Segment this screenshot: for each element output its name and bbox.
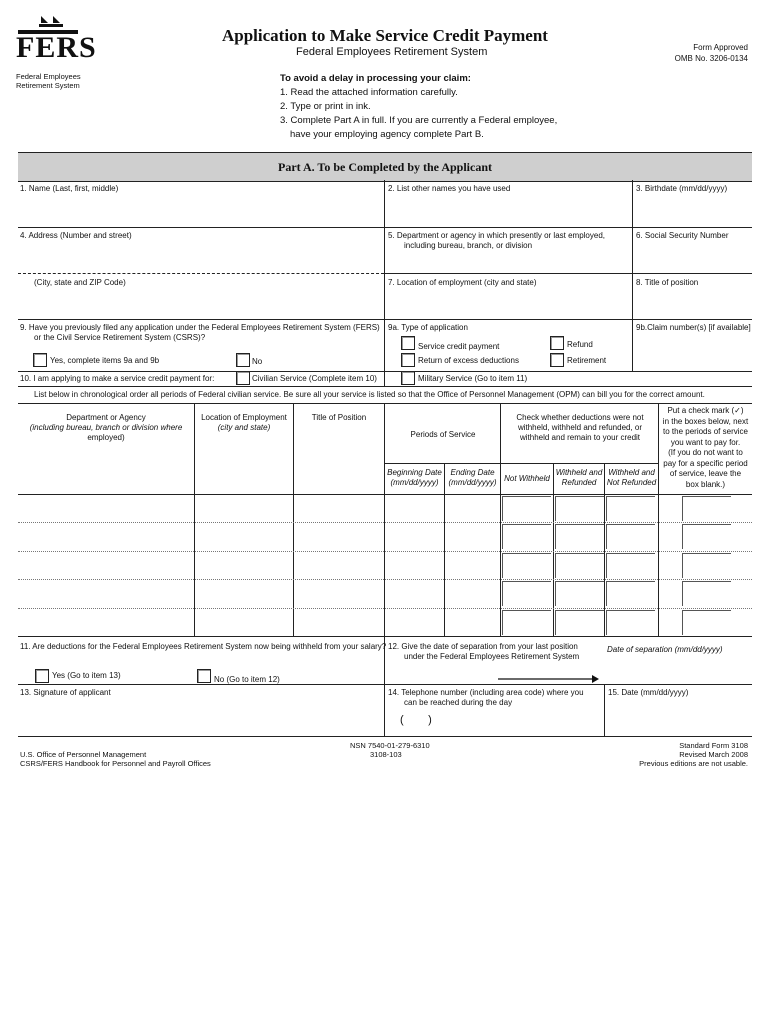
footer-standard-form: Standard Form 3108 — [679, 741, 748, 750]
field-12-date-input[interactable] — [606, 656, 750, 682]
col-header-put-check: Put a check mark (✓) in the boxes below, next to the periods of service you want to pay for. (If you do not want to pay for a specific period of service, leave the box blank.) — [662, 406, 749, 489]
service-list-note: List below in chronological order all periods of Federal civilian service. Be sure all your service is listed so that the Office of Personnel Management (OPM) can bill you for the correct amount. — [34, 390, 705, 399]
instruction-3: 3. Complete Part A in full. If you are currently a Federal employee, — [280, 115, 558, 126]
field-9a-service-credit-label: Service credit payment — [418, 342, 500, 351]
check-box[interactable] — [606, 553, 655, 578]
table-cell-pay-check[interactable] — [658, 494, 752, 522]
check-box[interactable] — [555, 496, 604, 521]
logo-line1: Federal Employees — [16, 72, 81, 81]
field-4b-label: (City, state and ZIP Code) — [34, 278, 126, 287]
footer-revised: Revised March 2008 — [679, 750, 748, 759]
table-cell-end-date[interactable] — [444, 551, 500, 579]
field-9-question-2: or the Civil Service Retirement System (CSRS)? — [34, 333, 206, 342]
field-9-yes-checkbox[interactable] — [33, 353, 47, 367]
check-box[interactable] — [606, 524, 655, 549]
check-box[interactable] — [555, 524, 604, 549]
table-cell-withheld-refunded[interactable] — [553, 608, 604, 636]
table-cell-department[interactable] — [18, 494, 194, 522]
table-cell-begin-date[interactable] — [384, 608, 444, 636]
field-11-yes-checkbox[interactable] — [35, 669, 49, 683]
field-12-label-2: under the Federal Employees Retirement System — [404, 652, 580, 661]
part-a-banner — [18, 152, 752, 182]
table-cell-begin-date[interactable] — [384, 494, 444, 522]
field-6-label: 6. Social Security Number — [636, 231, 729, 240]
table-cell-location[interactable] — [194, 579, 293, 607]
instruction-2: 2. Type or print in ink. — [280, 101, 371, 112]
table-row — [18, 551, 752, 579]
field-9a-refund-label: Refund — [567, 340, 593, 349]
table-cell-pay-check[interactable] — [658, 608, 752, 636]
check-box[interactable] — [606, 610, 655, 635]
table-cell-title[interactable] — [293, 551, 384, 579]
col-header-location: Location of Employment (city and state) — [201, 413, 287, 432]
table-cell-not-withheld[interactable] — [500, 551, 553, 579]
field-6-ssn[interactable] — [636, 231, 750, 271]
footer-previous: Previous editions are not usable. — [639, 759, 748, 768]
field-4-address[interactable] — [20, 231, 380, 271]
col-header-withheld-refunded: Withheld and Refunded — [555, 468, 603, 487]
footer-left-2: CSRS/FERS Handbook for Personnel and Payroll Offices — [20, 759, 211, 768]
field-5-label-2: including bureau, branch, or division — [404, 241, 533, 250]
field-10-civilian-checkbox[interactable] — [236, 371, 250, 385]
field-11-yes-label: Yes (Go to item 13) — [52, 671, 121, 680]
check-box[interactable] — [682, 581, 731, 606]
logo-mark: FERS — [16, 31, 97, 64]
field-9-no-label: No — [252, 357, 263, 366]
check-box[interactable] — [606, 581, 655, 606]
field-12-date-label: Date of separation (mm/dd/yyyy) — [607, 645, 723, 654]
table-cell-withheld-not-refunded[interactable] — [604, 579, 658, 607]
table-cell-begin-date[interactable] — [384, 522, 444, 550]
table-cell-end-date[interactable] — [444, 522, 500, 550]
check-box[interactable] — [606, 496, 655, 521]
table-cell-location[interactable] — [194, 522, 293, 550]
table-cell-withheld-not-refunded[interactable] — [604, 522, 658, 550]
field-9b-label[interactable]: 9b.Claim number(s) [if available] — [636, 323, 751, 332]
table-cell-withheld-not-refunded[interactable] — [604, 494, 658, 522]
omb-number: OMB No. 3206-0134 — [674, 54, 748, 63]
field-3-label: 3. Birthdate (mm/dd/yyyy) — [636, 184, 728, 193]
table-cell-department[interactable] — [18, 579, 194, 607]
field-9-no-checkbox[interactable] — [236, 353, 250, 367]
col-header-begin-date: Beginning Date (mm/dd/yyyy) — [387, 468, 442, 487]
instruction-4: have your employing agency complete Part B. — [290, 129, 484, 140]
instruction-1: 1. Read the attached information carefully. — [280, 87, 458, 98]
table-cell-title[interactable] — [293, 608, 384, 636]
check-box[interactable] — [502, 496, 551, 521]
table-cell-withheld-refunded[interactable] — [553, 579, 604, 607]
field-1-name[interactable] — [20, 184, 380, 224]
instructions-heading: To avoid a delay in processing your claim: — [280, 73, 471, 84]
table-cell-title[interactable] — [293, 494, 384, 522]
field-4-city-state[interactable] — [34, 278, 380, 316]
table-row — [18, 608, 752, 636]
part-a-title: Part A. To be Completed by the Applicant — [277, 160, 493, 174]
check-box[interactable] — [682, 553, 731, 578]
form-approved: Form Approved — [693, 43, 748, 52]
table-cell-pay-check[interactable] — [658, 522, 752, 550]
col-header-withheld-not-refunded: Withheld and Not Refunded — [606, 468, 657, 487]
table-cell-withheld-not-refunded[interactable] — [604, 551, 658, 579]
footer-form-code: 3108-103 — [370, 750, 402, 759]
table-cell-not-withheld[interactable] — [500, 579, 553, 607]
field-5-department[interactable] — [388, 231, 628, 271]
table-cell-department[interactable] — [18, 608, 194, 636]
table-cell-end-date[interactable] — [444, 608, 500, 636]
footer-left-1: U.S. Office of Personnel Management — [20, 750, 147, 759]
check-box[interactable] — [682, 524, 731, 549]
field-9a-excess-label: Return of excess deductions — [418, 356, 519, 365]
table-cell-withheld-refunded[interactable] — [553, 522, 604, 550]
table-row — [18, 579, 752, 607]
field-9a-label: 9a. Type of application — [388, 323, 468, 332]
table-cell-begin-date[interactable] — [384, 579, 444, 607]
table-cell-pay-check[interactable] — [658, 551, 752, 579]
check-box[interactable] — [682, 496, 731, 521]
field-5-label: 5. Department or agency in which presently or last employed, — [388, 231, 605, 240]
table-cell-pay-check[interactable] — [658, 579, 752, 607]
check-box[interactable] — [555, 553, 604, 578]
field-14-phone-input[interactable] — [400, 714, 600, 732]
form-subtitle: Federal Employees Retirement System — [296, 46, 488, 58]
field-14-label: 14. Telephone number (including area code) where you — [388, 688, 584, 697]
col-header-end-date: Ending Date (mm/dd/yyyy) — [448, 468, 497, 487]
field-11-no-checkbox[interactable] — [197, 669, 211, 683]
field-9a-retirement-checkbox[interactable] — [550, 353, 564, 367]
field-1-label: 1. Name (Last, first, middle) — [20, 184, 119, 193]
field-2-other-names[interactable] — [388, 184, 628, 224]
field-9a-excess-checkbox[interactable] — [401, 353, 415, 367]
table-cell-end-date[interactable] — [444, 579, 500, 607]
phone-area-code-parens: ( ) — [400, 714, 432, 726]
table-cell-begin-date[interactable] — [384, 551, 444, 579]
field-9a-service-credit-checkbox[interactable] — [401, 336, 415, 350]
field-2-label: 2. List other names you have used — [388, 184, 511, 193]
field-11-label: 11. Are deductions for the Federal Employees Retirement System now being withheld from your salary? — [20, 642, 387, 651]
fers-logo — [14, 14, 97, 94]
field-7-label: 7. Location of employment (city and state) — [388, 278, 537, 287]
field-13-signature[interactable] — [20, 688, 380, 732]
instructions — [280, 72, 557, 142]
form-title: Application to Make Service Credit Payment — [222, 26, 548, 45]
table-cell-not-withheld[interactable] — [500, 608, 553, 636]
check-box[interactable] — [502, 553, 551, 578]
field-14-label-2: can be reached during the day — [404, 698, 513, 707]
table-cell-department[interactable] — [18, 551, 194, 579]
col-header-not-withheld: Not Withheld — [504, 474, 550, 483]
table-cell-title[interactable] — [293, 579, 384, 607]
field-7-location[interactable] — [388, 278, 628, 316]
table-cell-title[interactable] — [293, 522, 384, 550]
check-box[interactable] — [555, 610, 604, 635]
table-cell-withheld-not-refunded[interactable] — [604, 608, 658, 636]
col-header-department: Department or Agency (including bureau, branch or division where employed) — [29, 413, 183, 442]
field-9a-retirement-label: Retirement — [567, 356, 607, 365]
field-12-label: 12. Give the date of separation from your last position — [388, 642, 578, 651]
field-4-label: 4. Address (Number and street) — [20, 231, 132, 240]
field-10-label: 10. I am applying to make a service credit payment for: — [20, 374, 215, 383]
field-9-question: 9. Have you previously filed any application under the Federal Employees Retirement System (FERS) — [20, 323, 380, 332]
col-header-periods: Periods of Service — [410, 430, 476, 439]
field-8-title[interactable] — [636, 278, 750, 316]
table-cell-not-withheld[interactable] — [500, 522, 553, 550]
table-cell-location[interactable] — [194, 494, 293, 522]
field-10-military-checkbox[interactable] — [401, 371, 415, 385]
field-13-label: 13. Signature of applicant — [20, 688, 111, 697]
check-box[interactable] — [502, 581, 551, 606]
field-9-yes-label: Yes, complete items 9a and 9b — [50, 356, 160, 365]
check-box[interactable] — [502, 524, 551, 549]
arrow-right-icon — [498, 674, 600, 684]
table-cell-department[interactable] — [18, 522, 194, 550]
logo-line2: Retirement System — [16, 81, 80, 90]
field-10-military-label: Military Service (Go to item 11) — [418, 374, 528, 383]
field-15-date[interactable] — [608, 688, 750, 732]
field-8-label: 8. Title of position — [636, 278, 699, 287]
table-row — [18, 494, 752, 522]
field-10-civilian-label: Civilian Service (Complete item 10) — [252, 374, 377, 383]
table-row — [18, 522, 752, 550]
check-box[interactable] — [682, 610, 731, 635]
table-cell-withheld-refunded[interactable] — [553, 494, 604, 522]
field-9a-refund-checkbox[interactable] — [550, 336, 564, 350]
field-3-birthdate[interactable] — [636, 184, 750, 224]
table-cell-withheld-refunded[interactable] — [553, 551, 604, 579]
col-header-title: Title of Position — [311, 413, 367, 422]
table-cell-not-withheld[interactable] — [500, 494, 553, 522]
field-15-label: 15. Date (mm/dd/yyyy) — [608, 688, 689, 697]
footer-nsn: NSN 7540-01-279-6310 — [350, 741, 430, 750]
check-box[interactable] — [555, 581, 604, 606]
col-header-check: Check whether deductions were not withheld, withheld and refunded, or withheld and remain to your credit — [516, 413, 644, 442]
check-box[interactable] — [502, 610, 551, 635]
table-cell-location[interactable] — [194, 608, 293, 636]
field-11-no-label: No (Go to item 12) — [214, 675, 280, 684]
table-cell-location[interactable] — [194, 551, 293, 579]
table-cell-end-date[interactable] — [444, 494, 500, 522]
